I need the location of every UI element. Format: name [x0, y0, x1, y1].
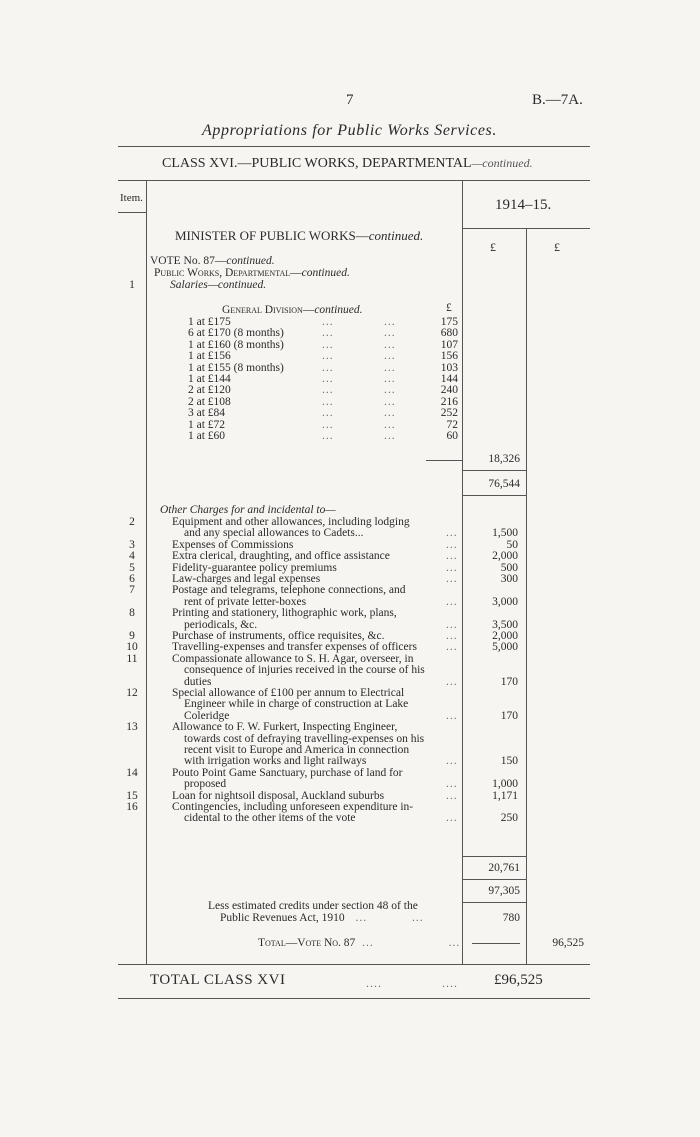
other-charge-item-number: 7	[129, 584, 135, 597]
other-charge-value: 250	[500, 812, 518, 825]
vote-total-dash	[472, 943, 520, 944]
salaries-heading: Salaries—continued.	[170, 279, 267, 291]
salary-row-label: 1 at £72	[188, 418, 226, 431]
class-total-leader-2: ....	[442, 976, 458, 990]
class-total-leader-1: ....	[366, 976, 382, 990]
other-charge-item-number: 15	[126, 789, 138, 802]
other-charge-text: periodicals, &c.	[184, 618, 258, 631]
item-column-rule	[146, 180, 147, 965]
salary-row-leader: ...	[384, 316, 396, 328]
other-charge-leader: ...	[446, 675, 458, 688]
class-total-label: TOTAL CLASS XVI	[150, 972, 286, 988]
other-charge-leader: ...	[446, 630, 458, 642]
combined-total-rule	[462, 902, 526, 903]
year-header-rule	[462, 228, 590, 229]
other-total-rule-bottom	[462, 879, 526, 880]
other-charge-value: 300	[500, 573, 518, 585]
year-column-header: 1914–15.	[495, 197, 552, 213]
salary-row-label: 2 at £108	[188, 395, 231, 408]
other-charge-text: Postage and telegrams, telephone connections, and	[172, 584, 406, 597]
other-charge-item-number: 6	[129, 573, 135, 585]
salary-row-leader: ...	[322, 395, 334, 408]
salaries-total-rule	[462, 470, 526, 471]
class-heading-cont: —continued.	[471, 156, 533, 170]
combined-total: 97,305	[488, 885, 520, 897]
salary-row-leader: ...	[384, 418, 396, 431]
general-division-text: General Division—	[222, 304, 315, 316]
other-charge-leader: ...	[446, 641, 458, 654]
other-total-rule-top	[462, 856, 526, 857]
salary-row-value: 240	[440, 384, 458, 397]
salary-row-label: 1 at £175	[188, 316, 231, 328]
salary-row-label: 6 at £170 (8 months)	[188, 327, 284, 340]
other-charge-leader: ...	[446, 527, 458, 540]
other-charge-text: Purchase of instruments, office requisites, &c.	[172, 630, 385, 642]
other-charge-item-number: 12	[126, 687, 138, 699]
other-charge-text: Coleridge	[184, 709, 230, 722]
other-charges-heading: Other Charges for and incidental to—	[160, 504, 336, 516]
salary-row-leader: ...	[384, 338, 396, 351]
vote-heading-cont: continued.	[226, 255, 275, 267]
other-charge-value: 2,000	[492, 550, 518, 563]
salary-row-leader: ...	[384, 384, 396, 397]
other-charge-value: 500	[500, 561, 518, 574]
other-charge-text: Allowance to F. W. Furkert, Inspecting Engineer,	[172, 721, 398, 734]
vote-total-leader: ...	[362, 937, 374, 949]
other-charge-text: and any special allowances to Cadets...	[184, 527, 364, 540]
salary-row-leader: ...	[384, 327, 396, 340]
credits-line-2-text: Public Revenues Act, 1910	[220, 912, 345, 924]
salary-row-leader: ...	[384, 373, 396, 385]
footer-rule	[118, 998, 590, 999]
salaries-total: 18,326	[488, 453, 520, 465]
general-division-heading	[222, 304, 363, 316]
salary-row-value: 107	[440, 338, 458, 351]
other-charge-text: rent of private letter-boxes	[184, 595, 307, 608]
salaries-item-number: 1	[129, 279, 135, 291]
table-bottom-rule	[118, 964, 590, 965]
other-charge-text: proposed	[184, 778, 227, 791]
salary-row-leader: ...	[322, 418, 334, 431]
class-heading	[162, 156, 533, 172]
other-charge-value: 1,171	[492, 789, 518, 802]
other-charge-item-number: 2	[129, 516, 135, 528]
other-charge-leader: ...	[446, 755, 458, 768]
minister-heading	[175, 228, 423, 244]
subhead-heading-text: Public Works, Departmental—	[154, 267, 302, 279]
class-heading-text: CLASS XVI.—PUBLIC WORKS, DEPARTMENTAL	[162, 156, 472, 171]
other-charge-text: Fidelity-guarantee policy premiums	[172, 561, 337, 574]
right-money-column-rule	[526, 228, 527, 965]
salaries-grand-total: 76,544	[488, 478, 520, 490]
other-charge-leader: ...	[446, 778, 458, 791]
salary-row-value: 60	[446, 430, 458, 442]
salary-row-label: 1 at £160 (8 months)	[188, 338, 284, 351]
salary-row-label: 2 at £120	[188, 384, 231, 397]
salary-row-value: 156	[440, 350, 458, 363]
other-charge-text: Expenses of Commissions	[172, 538, 294, 551]
item-column-header: Item.	[120, 192, 143, 204]
other-charge-item-number: 8	[129, 607, 135, 620]
other-charge-value: 3,500	[492, 618, 518, 631]
credits-value: 780	[502, 912, 520, 924]
other-charge-item-number: 3	[129, 538, 135, 551]
other-charge-leader: ...	[446, 709, 458, 722]
other-charge-text: Compassionate allowance to S. H. Agar, overseer, in	[172, 652, 414, 665]
other-charge-leader: ...	[446, 538, 458, 551]
other-charge-leader: ...	[446, 550, 458, 563]
salary-row-value: 72	[446, 418, 458, 431]
page-title: Appropriations for Public Works Services.	[202, 122, 497, 139]
general-division-pound: £	[446, 302, 452, 314]
pound-column-header-1: £	[490, 240, 496, 254]
vote-total-label	[258, 937, 460, 949]
salary-row-leader: ...	[384, 361, 396, 374]
other-charge-value: 170	[500, 709, 518, 722]
salary-row-label: 3 at £84	[188, 407, 226, 420]
salary-row-leader: ...	[384, 395, 396, 408]
other-charge-item-number: 9	[129, 630, 135, 642]
other-charge-text: Contingencies, including unforeseen expenditure in-	[172, 801, 414, 813]
other-charge-leader: ...	[446, 561, 458, 574]
other-charge-item-number: 5	[129, 561, 135, 574]
salary-row-leader: ...	[322, 384, 334, 397]
other-charge-text: Engineer while in charge of construction at Lake	[184, 698, 409, 711]
other-charge-text: towards cost of defraying travelling-expenses on his	[184, 732, 425, 745]
other-charge-leader: ...	[446, 812, 458, 825]
salary-row-value: 175	[440, 316, 458, 328]
other-charge-leader: ...	[446, 595, 458, 608]
salary-row-label: 1 at £155 (8 months)	[188, 361, 284, 374]
minister-heading-text: MINISTER OF PUBLIC WORKS—	[175, 228, 369, 243]
other-charge-value: 1,500	[492, 527, 518, 540]
other-charge-item-number: 13	[126, 721, 138, 734]
left-money-column-rule	[462, 180, 463, 965]
title-rule	[118, 146, 590, 147]
other-charge-value: 3,000	[492, 595, 518, 608]
credits-leader: ...	[355, 912, 368, 924]
salary-row-leader: ...	[322, 373, 334, 385]
credits-leader-end: ...	[411, 912, 424, 924]
other-charge-text: Extra clerical, draughting, and office assistance	[172, 550, 390, 563]
other-charge-value: 5,000	[492, 641, 518, 654]
salary-row-label: 1 at £60	[188, 430, 226, 442]
other-charge-text: Equipment and other allowances, including lodging	[172, 516, 410, 528]
vote-total-value: 96,525	[552, 937, 584, 949]
salary-row-leader: ...	[322, 407, 334, 420]
salary-row-label: 1 at £144	[188, 373, 231, 385]
subhead-heading	[154, 267, 350, 279]
other-charge-text: Pouto Point Game Sanctuary, purchase of land for	[172, 766, 403, 779]
salary-row-value: 252	[440, 407, 458, 420]
vote-total-label-text: Total—Vote No. 87	[258, 937, 356, 949]
other-charge-value: 2,000	[492, 630, 518, 642]
other-charge-item-number: 11	[126, 652, 138, 665]
other-charge-item-number: 16	[126, 801, 138, 813]
other-charge-item-number: 10	[126, 641, 138, 654]
salary-row-leader: ...	[322, 338, 334, 351]
salary-row-leader: ...	[322, 327, 334, 340]
salary-row-leader: ...	[322, 316, 334, 328]
other-charge-item-number: 4	[129, 550, 135, 563]
other-charge-value: 1,000	[492, 778, 518, 791]
vote-heading-text: VOTE No. 87—	[150, 255, 227, 267]
document-reference: B.—7A.	[532, 92, 583, 108]
salary-row-value: 216	[440, 395, 458, 408]
subhead-heading-cont: continued.	[301, 267, 350, 279]
vote-total-leader-end: ...	[448, 937, 461, 949]
salary-row-value: 144	[440, 373, 458, 385]
page-number: 7	[346, 92, 354, 108]
other-charge-item-number: 14	[126, 766, 138, 779]
pound-column-header-2: £	[554, 240, 560, 254]
salary-row-leader: ...	[384, 350, 396, 363]
minister-heading-cont: continued.	[368, 228, 424, 243]
other-charge-text: Printing and stationery, lithographic work, plans,	[172, 607, 397, 620]
salary-row-leader: ...	[322, 361, 334, 374]
other-charge-text: recent visit to Europe and America in connection	[184, 744, 410, 756]
vote-heading	[150, 255, 275, 267]
other-charge-text: consequence of injuries received in the course of his	[184, 664, 425, 677]
credits-line-1: Less estimated credits under section 48 of the	[208, 900, 418, 912]
other-charge-value: 170	[500, 675, 518, 688]
item-header-rule	[118, 212, 146, 213]
salaries-grand-rule	[462, 495, 526, 496]
other-charge-leader: ...	[446, 573, 458, 585]
other-charge-leader: ...	[446, 618, 458, 631]
other-charge-leader: ...	[446, 789, 458, 802]
other-charge-text: with irrigation works and light railways	[184, 755, 367, 768]
other-charges-total: 20,761	[488, 862, 520, 874]
other-charge-text: duties	[184, 675, 212, 688]
credits-line-2	[220, 912, 424, 924]
other-charge-value: 50	[506, 538, 518, 551]
salary-row-leader: ...	[322, 430, 334, 442]
general-division-cont: continued.	[314, 304, 363, 316]
salary-row-leader: ...	[322, 350, 334, 363]
salary-row-leader: ...	[384, 407, 396, 420]
salary-row-label: 1 at £156	[188, 350, 231, 363]
other-charge-text: Loan for nightsoil disposal, Auckland suburbs	[172, 789, 385, 802]
salary-sum-rule	[426, 460, 462, 461]
salary-row-value: 680	[440, 327, 458, 340]
other-charge-value: 150	[500, 755, 518, 768]
salary-row-leader: ...	[384, 430, 396, 442]
other-charge-text: Travelling-expenses and transfer expenses of officers	[172, 641, 417, 654]
other-charge-text: Special allowance of £100 per annum to Electrical	[172, 687, 405, 699]
class-total-value: £96,525	[494, 972, 543, 988]
salary-row-value: 103	[440, 361, 458, 374]
other-charge-text: Law-charges and legal expenses	[172, 573, 321, 585]
table-top-rule	[118, 180, 590, 181]
other-charge-text: cidental to the other items of the vote	[184, 812, 356, 825]
